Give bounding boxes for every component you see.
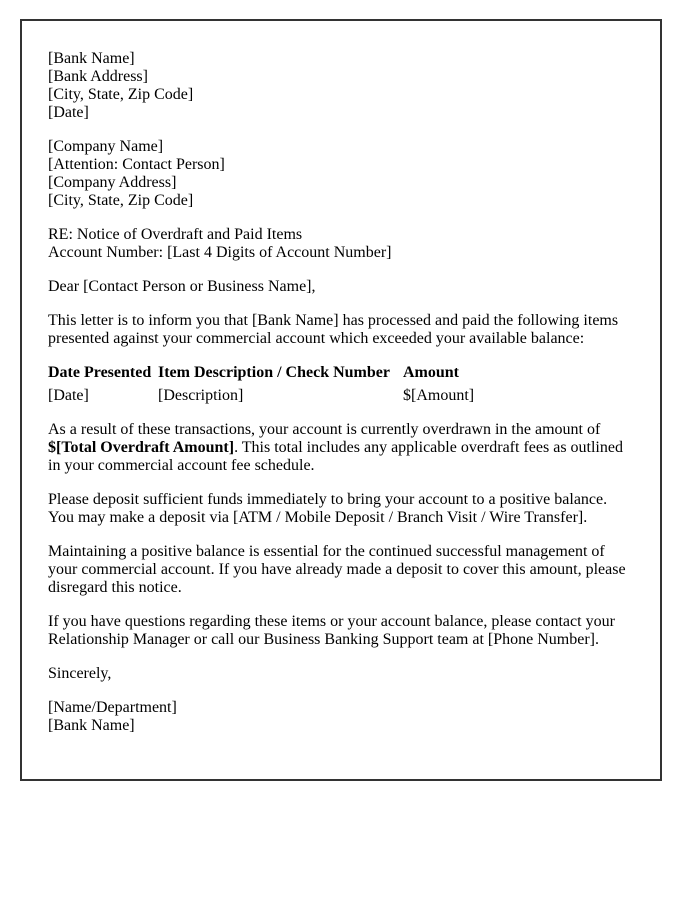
signature-bank-name: [Bank Name] [48,717,135,734]
letter-date: [Date] [48,104,89,121]
subject-block [48,226,628,262]
overdrawn-text-post: . This total includes any applicable overdraft fees as outlined in your commercial account fee schedule. [48,439,623,474]
questions-paragraph: If you have questions regarding these items or your account balance, please contact your Relationship Manager or call our Business Banking Support team at [Phone Number]. [48,613,615,648]
header-item-description: Item Description / Check Number [158,364,390,381]
signature-block [48,699,628,735]
closing: Sincerely, [48,665,112,682]
sender-bank-address: [Bank Address] [48,68,148,85]
overdrawn-text-pre: As a result of these transactions, your account is currently overdrawn in the amount of [48,421,601,438]
sender-bank-name: [Bank Name] [48,50,135,67]
letter-frame [20,19,662,781]
recipient-company-name: [Company Name] [48,138,164,155]
account-number-line: Account Number: [Last 4 Digits of Account Number] [48,244,392,261]
recipient-address-block [48,138,628,210]
paid-items-table [48,364,523,405]
letter-content [48,50,628,735]
total-overdraft-amount: $[Total Overdraft Amount] [48,439,235,456]
salutation: Dear [Contact Person or Business Name], [48,278,316,295]
signature-name-department: [Name/Department] [48,699,177,716]
table-row [48,385,523,405]
header-amount: Amount [403,364,460,381]
sender-address-block [48,50,628,122]
header-date-presented: Date Presented [48,364,152,381]
deposit-paragraph: Please deposit sufficient funds immediately to bring your account to a positive balance. You may make a deposit via [ATM / Mobile Deposit / Branch Visit / Wire Transfer]. [48,491,608,526]
recipient-company-address: [Company Address] [48,174,177,191]
recipient-attention: [Attention: Contact Person] [48,156,225,173]
overdrawn-paragraph [48,421,628,475]
maintain-paragraph: Maintaining a positive balance is essential for the continued successful management of your commercial account. If you have already made a deposit to cover this amount, please disregard this notice. [48,543,626,596]
sender-city-state-zip: [City, State, Zip Code] [48,86,194,103]
recipient-city-state-zip: [City, State, Zip Code] [48,192,194,209]
intro-paragraph: This letter is to inform you that [Bank Name] has processed and paid the following items presented against your commercial account which exceeded your available balance: [48,312,619,347]
cell-amount: $[Amount] [403,387,475,404]
re-subject-line: RE: Notice of Overdraft and Paid Items [48,226,303,243]
table-header-row [48,364,523,385]
cell-description: [Description] [158,387,244,404]
cell-date: [Date] [48,387,89,404]
